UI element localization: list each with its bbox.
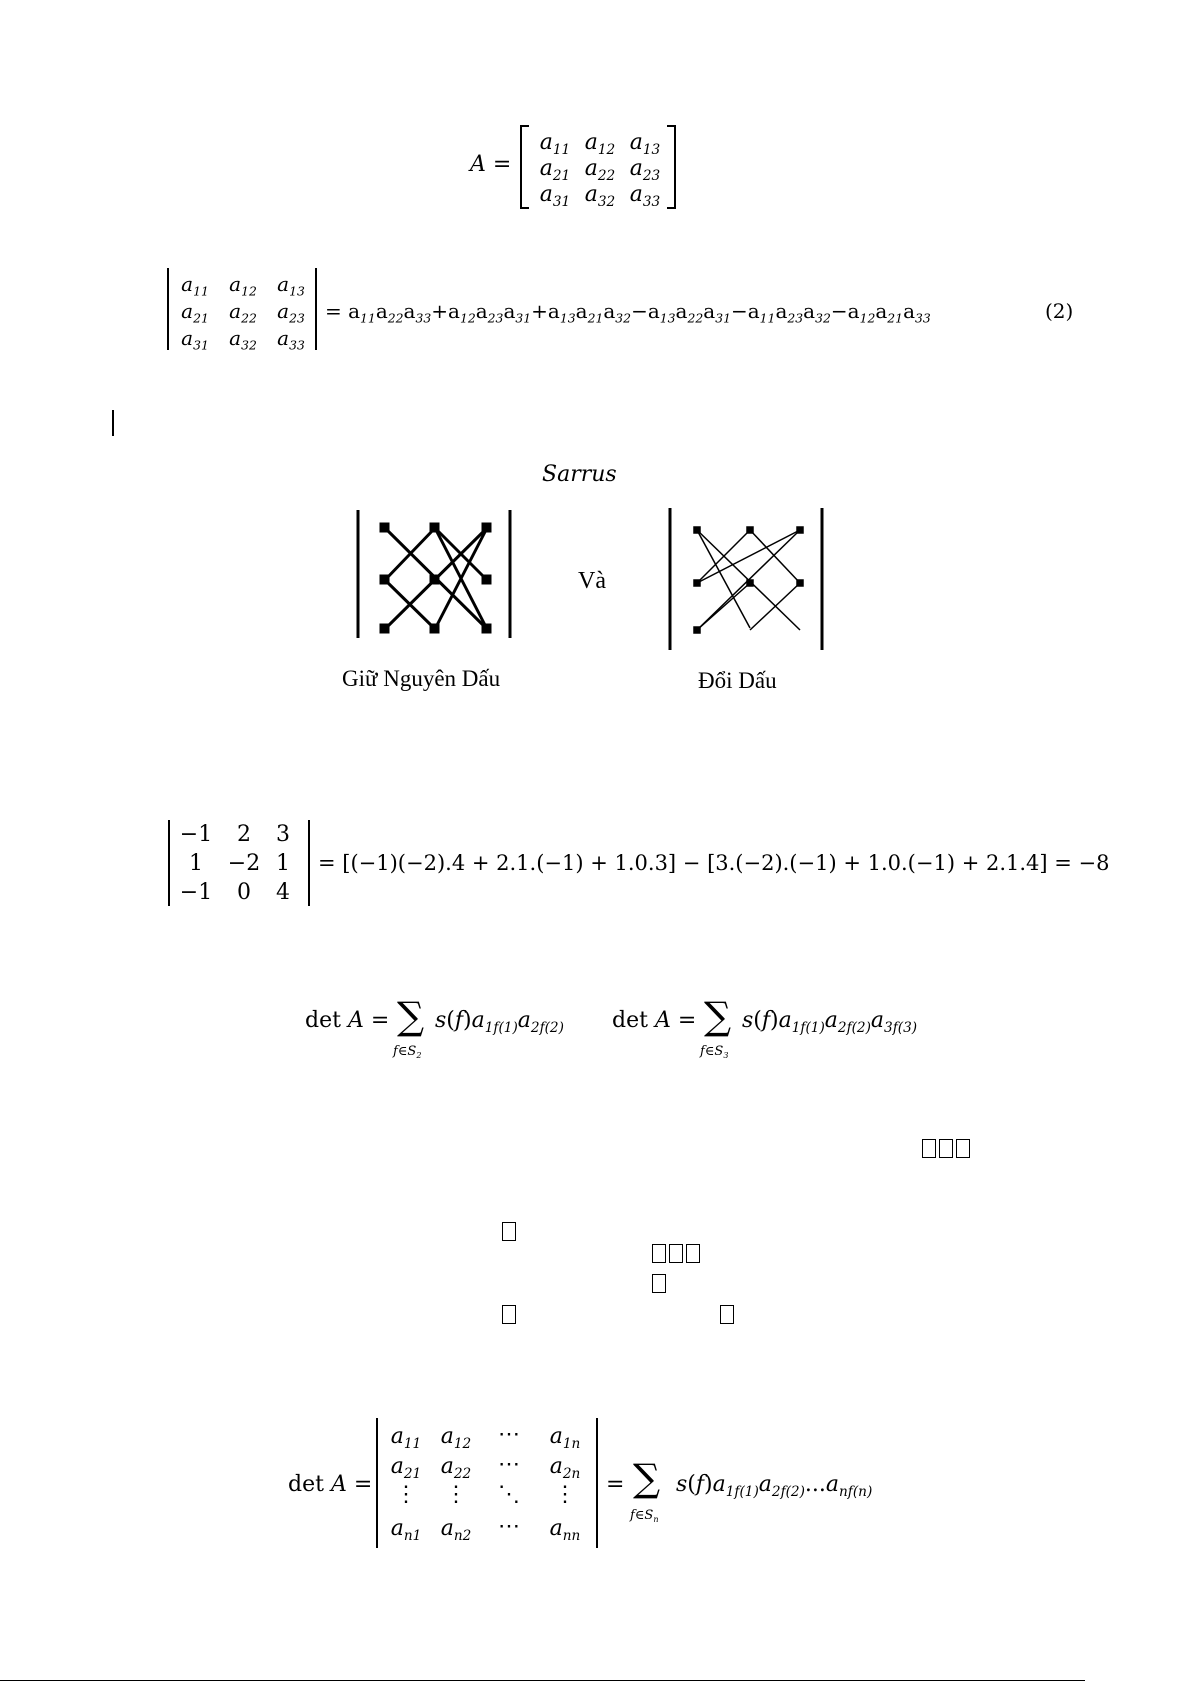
missing-glyph-group: [720, 1304, 737, 1324]
sarrus-change-sign-diagram: [670, 508, 822, 650]
general-cell: $a_{21}$: [390, 1454, 422, 1482]
example-cell: −1: [179, 880, 213, 905]
general-cell: $a_{1n}$: [549, 1424, 581, 1452]
general-cell: ⋱: [498, 1482, 520, 1507]
general-cell: $a_{22}$: [440, 1454, 472, 1482]
missing-glyph-group: [502, 1221, 519, 1241]
general-cell: ⋮: [554, 1482, 576, 1507]
general-cell: ⋯: [498, 1422, 520, 1447]
matrix-left-bracket: [520, 125, 529, 209]
general-cell: $a_{nn}$: [549, 1516, 581, 1544]
matrix-cell: $a_{32}$: [584, 182, 616, 210]
example-determinant: [168, 818, 1168, 910]
det-cell: $a_{32}$: [229, 326, 257, 353]
general-index: $f\in S_n$: [630, 1508, 659, 1524]
matrix-cell: $a_{11}$: [539, 130, 571, 158]
det-cell: $a_{21}$: [181, 299, 209, 326]
sum-formula-s3: [612, 994, 952, 1070]
missing-glyph-icon: [720, 1305, 734, 1324]
det-cell: $a_{11}$: [181, 272, 209, 299]
general-cell: $a_{n2}$: [440, 1516, 472, 1544]
general-term: $s(f)a_{1f(1)}a_{2f(2)}...a_{nf(n)}$: [676, 1472, 873, 1500]
example-cell: 1: [276, 851, 290, 876]
sigma-icon: ∑: [397, 994, 425, 1038]
det-cell: $a_{31}$: [181, 326, 209, 353]
matrix-a-lhs: A =: [470, 152, 512, 177]
sarrus-left-caption: Giữ Nguyên Dấu: [342, 666, 501, 691]
matrix-cell: $a_{12}$: [584, 130, 616, 158]
det-3x3-formula: [165, 268, 1165, 358]
general-cell: ⋮: [445, 1482, 467, 1507]
example-cell: 0: [237, 880, 251, 905]
general-cell: ⋯: [498, 1452, 520, 1477]
missing-glyph-icon: [652, 1274, 666, 1293]
example-cell: 3: [276, 822, 290, 847]
det-expansion: = $a_{11}a_{22}a_{33}+a_{12}a_{23}a_{31}+a_{13}a_{21}a_{32}-a_{13}a_{22}a_{31}-a_{11}a_{23}a_{32}-a_{12}a_{21}a_{33}$: [325, 299, 931, 326]
example-right-bar: [308, 820, 310, 906]
matrix-a-equation: [470, 125, 690, 215]
example-expansion: = [(−1)(−2).4 + 2.1.(−1) + 1.0.3] − [3.(−2).(−1) + 1.0.(−1) + 2.1.4] = −8: [318, 851, 1110, 875]
sum-formula-s2: [305, 994, 595, 1070]
matrix-cell: $a_{31}$: [539, 182, 571, 210]
general-cell: $a_{11}$: [390, 1424, 422, 1452]
sum-term: $s(f)a_{1f(1)}a_{2f(2)}$: [435, 1008, 564, 1036]
example-left-bar: [168, 820, 170, 906]
missing-glyph-icon: [939, 1139, 953, 1158]
sum-lhs: det A =: [612, 1008, 697, 1033]
sarrus-title: Sarrus: [542, 462, 617, 487]
det-cell: $a_{13}$: [277, 272, 305, 299]
general-determinant: [288, 1418, 908, 1550]
footer-rule: [0, 1680, 1085, 1681]
sum-index: $f\in S_2$: [393, 1044, 422, 1060]
det-cell: $a_{33}$: [277, 326, 305, 353]
general-left-bar: [376, 1418, 378, 1548]
general-lhs: det A =: [288, 1472, 373, 1497]
general-cell: $a_{n1}$: [390, 1516, 422, 1544]
missing-glyph-group: [652, 1243, 703, 1263]
sarrus-middle-label: Và: [578, 568, 606, 594]
example-cell: 4: [276, 880, 290, 905]
sarrus-right-caption: Đổi Dấu: [698, 668, 777, 693]
matrix-cell: $a_{22}$: [584, 156, 616, 184]
sigma-icon: ∑: [704, 994, 732, 1038]
sum-lhs: det A =: [305, 1008, 390, 1033]
equation-number: (2): [1045, 299, 1074, 323]
sum-term: $s(f)a_{1f(1)}a_{2f(2)}a_{3f(3)}$: [742, 1008, 918, 1036]
missing-glyph-icon: [669, 1244, 683, 1263]
sigma-icon: ∑: [633, 1456, 661, 1500]
general-eq: =: [606, 1472, 625, 1497]
missing-glyph-icon: [652, 1244, 666, 1263]
det-cell: $a_{23}$: [277, 299, 305, 326]
example-cell: −2: [227, 851, 261, 876]
det-left-bar: [167, 268, 169, 350]
missing-glyph-group: [922, 1138, 973, 1158]
missing-glyph-icon: [502, 1305, 516, 1324]
matrix-cell: $a_{33}$: [629, 182, 661, 210]
example-cell: 2: [237, 822, 251, 847]
det-cell: $a_{12}$: [229, 272, 257, 299]
matrix-cell: $a_{21}$: [539, 156, 571, 184]
missing-glyph-group: [502, 1304, 519, 1324]
general-right-bar: [596, 1418, 598, 1548]
missing-glyph-icon: [956, 1139, 970, 1158]
matrix-cell: $a_{13}$: [629, 130, 661, 158]
example-cell: −1: [179, 822, 213, 847]
det-cell: $a_{22}$: [229, 299, 257, 326]
missing-glyph-icon: [686, 1244, 700, 1263]
general-cell: ⋮: [395, 1482, 417, 1507]
matrix-right-bracket: [667, 125, 676, 209]
missing-glyph-icon: [502, 1222, 516, 1241]
general-cell: $a_{12}$: [440, 1424, 472, 1452]
general-cell: ⋯: [498, 1514, 520, 1539]
det-right-bar: [315, 268, 317, 350]
general-cell: $a_{2n}$: [549, 1454, 581, 1482]
sarrus-keep-sign-diagram: [358, 510, 510, 638]
example-cell: 1: [189, 851, 203, 876]
matrix-cell: $a_{23}$: [629, 156, 661, 184]
text-cursor: [112, 410, 114, 436]
missing-glyph-group: [652, 1273, 669, 1293]
missing-glyph-icon: [922, 1139, 936, 1158]
sum-index: $f\in S_3$: [700, 1044, 729, 1060]
